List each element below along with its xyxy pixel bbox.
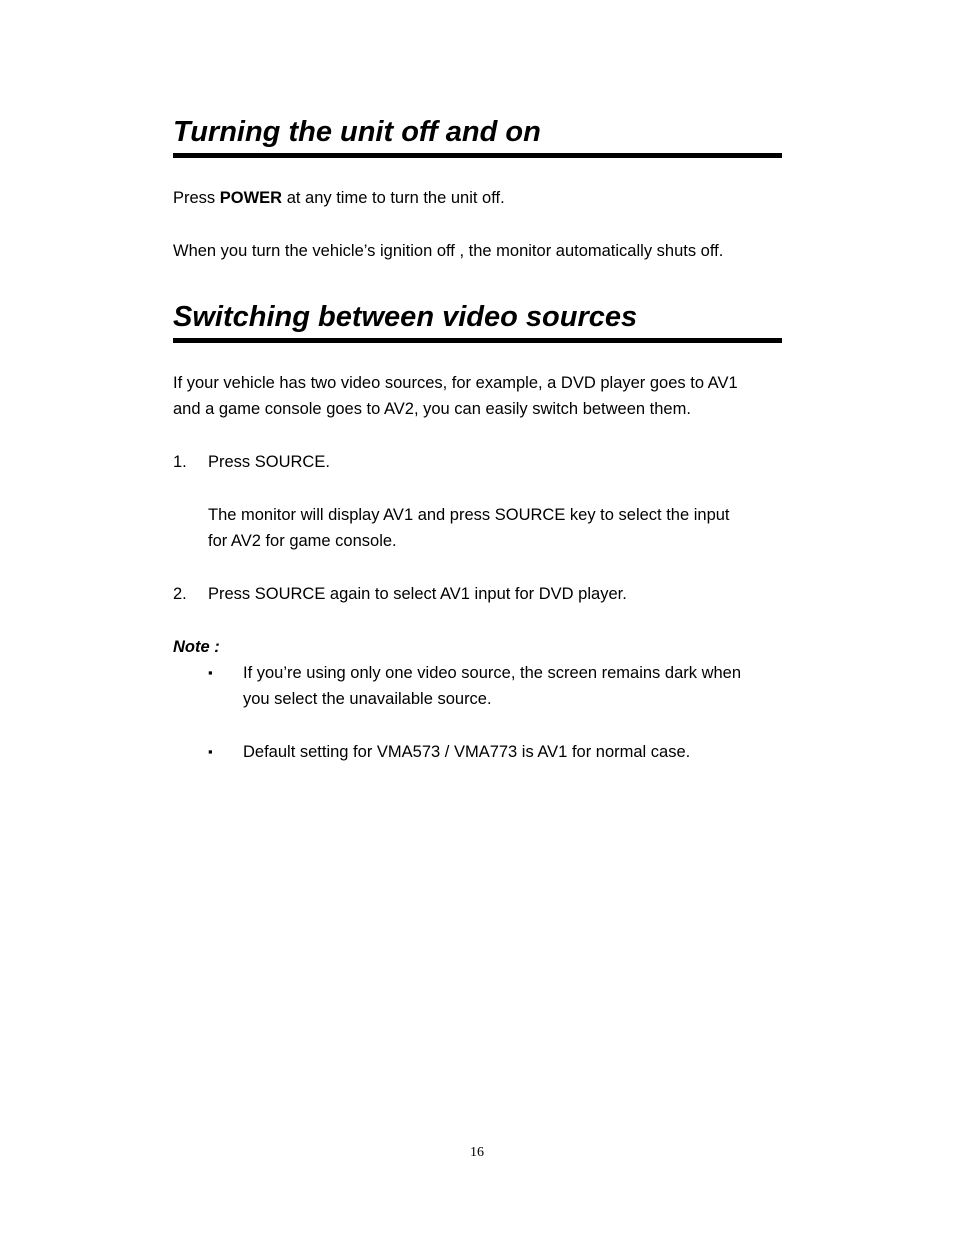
section-rule-power (173, 153, 782, 158)
power-instruction (173, 185, 505, 211)
ignition-text: When you turn the vehicle’s ignition off , the monitor automatically shuts off. (173, 242, 724, 260)
step-2-number: 2. (173, 585, 187, 603)
sources-intro-line1: If your vehicle has two video sources, for example, a DVD player goes to AV1 (173, 374, 738, 392)
section-rule-sources (173, 338, 782, 343)
step-1-detail-line2: for AV2 for game console. (208, 532, 397, 550)
note-2-bullet-icon: ▪ (208, 744, 213, 759)
power-key: POWER (219, 189, 283, 207)
section-title-power: Turning the unit off and on (173, 116, 541, 148)
note-label: Note : (173, 638, 220, 656)
step-1-detail-line1: The monitor will display AV1 and press SOURCE key to select the input (208, 506, 730, 524)
note-1-line1: If you’re using only one video source, the screen remains dark when (243, 664, 742, 682)
note-1-bullet-icon: ▪ (208, 665, 213, 680)
step-1-text: Press SOURCE. (208, 453, 330, 471)
sources-intro-line2: and a game console goes to AV2, you can easily switch between them. (173, 400, 691, 418)
section-title-sources: Switching between video sources (173, 301, 638, 333)
power-suffix: at any time to turn the unit off. (282, 189, 505, 207)
note-2-line1: Default setting for VMA573 / VMA773 is AV1 for normal case. (243, 743, 691, 761)
power-prefix: Press (173, 189, 220, 207)
page-number: 16 (470, 1145, 484, 1160)
note-1-line2: you select the unavailable source. (243, 690, 492, 708)
step-1-number: 1. (173, 453, 187, 471)
step-2-text: Press SOURCE again to select AV1 input for DVD player. (208, 585, 627, 603)
